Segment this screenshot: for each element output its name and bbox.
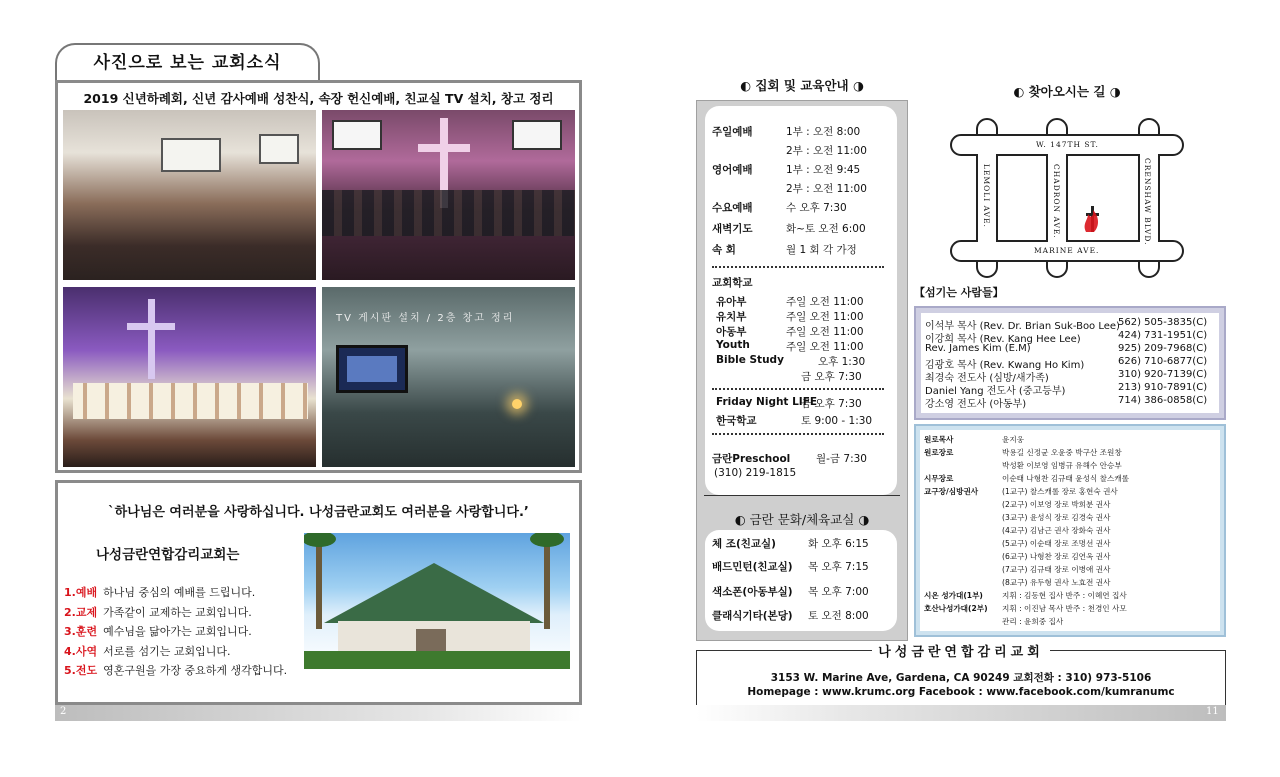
school-time: 금 오후 7:30 [801,371,862,383]
school-time: 주일 오전 11:00 [786,326,864,338]
methodist-cross-flame-icon [1082,204,1104,234]
page-number: 2 [60,706,67,717]
elder-role: 시무장로 [924,474,954,483]
elder-names: 박성환 이보영 임병규 유해수 안승부 [1002,461,1122,470]
staff-row: 이강희 목사 (Rev. Kang Hee Lee) 424) 731-1951(C) [925,330,1208,345]
elder-names: (8교구) 유두형 권사 노효전 권사 [1002,578,1111,587]
school-name: 아동부 [716,326,747,338]
school-time: 주일 오전 11:00 [786,311,864,323]
elder-names: (2교구) 이보영 장로 박희분 권사 [1002,500,1111,509]
class-name: 체 조(친교실) [712,538,776,550]
mission-panel [55,480,582,705]
new-year-gathering-photo [63,110,316,280]
list-item: 5.전도 영혼구원을 가장 중요하게 생각합니다. [64,664,288,678]
church-web[interactable]: Homepage : www.krumc.org Facebook : www.facebook.com/kumranumc [747,686,1175,698]
church-building-photo [304,533,570,669]
dotted-divider [712,388,884,390]
service-time: 2부 : 오전 11:00 [786,183,867,195]
class-time: 토 오전 8:00 [808,610,869,622]
tv-installation-photo [322,287,575,467]
class-name: 배드민턴(친교실) [712,561,793,573]
staff-row: 최경숙 전도사 (심방/새가족) 310) 920-7139(C) [925,369,1208,384]
elder-names: (1교구) 찰스캐롤 장로 홍현숙 권사 [1002,487,1118,496]
staff-panel [914,306,1226,420]
cross-icon [148,299,155,379]
elder-names: (7교구) 김규태 장로 이병애 권사 [1002,565,1111,574]
friday-time: 토 9:00 - 1:30 [801,415,873,427]
school-name: Bible Study [716,354,784,366]
divider [704,495,900,496]
elder-role: 원로장로 [924,448,954,457]
list-item: 2.교제 가족같이 교제하는 교회입니다. [64,605,252,619]
elder-names: (5교구) 이순태 장로 조명선 권사 [1002,539,1111,548]
schedule-title: ◐ 집회 및 교육안내 ◑ [740,78,864,93]
elder-names: (6교구) 나형찬 장로 김연옥 권사 [1002,552,1111,561]
palm-tree [316,539,322,629]
service-name: 새벽기도 [712,223,753,235]
elder-role: 호산나성가대(2부) [924,604,988,613]
projector-screen [161,138,221,172]
choir-members [73,383,308,419]
elder-names: (4교구) 김남근 권사 장화숙 권사 [1002,526,1111,535]
elder-names: 이순태 나형찬 김규태 윤성식 찰스캐롤 [1002,474,1130,483]
staff-row: Daniel Yang 전도사 (중고등부) 213) 910-7891(C) [925,382,1208,397]
dotted-divider [712,433,884,435]
choir-photo [63,287,316,467]
elder-names: 박용길 신정균 오윤중 박구산 조원창 [1002,448,1122,457]
preschool-time: 월-금 7:30 [816,453,867,465]
map-title: ◐ 찾아오시는 길 ◑ [1013,84,1121,99]
elder-names: 지휘 : 김동현 집사 반주 : 이혜연 집사 [1002,591,1127,600]
elder-names: 지휘 : 이진남 목사 반주 : 천경인 사모 [1002,604,1127,613]
service-name: 주일예배 [712,126,753,138]
directions-map [950,118,1190,278]
section-title: 사진으로 보는 교회소식 [55,43,320,81]
dotted-divider [712,266,884,268]
elder-role: 시온 성가대(1부) [924,591,983,600]
staff-row: 강소영 전도사 (아동부) 714) 386-0858(C) [925,395,1208,410]
service-name: 영어예배 [712,164,753,176]
service-time: 화~토 오전 6:00 [786,223,866,235]
list-item: 1.예배 하나님 중심의 예배를 드립니다. [64,586,256,599]
staff-row: 김광호 목사 (Rev. Kwang Ho Kim) 626) 710-6877(C) [925,356,1208,371]
photo-news-panel [55,80,582,473]
list-item: 4.사역 서로를 섬기는 교회입니다. [64,644,231,658]
school-time: 주일 오전 11:00 [786,296,864,308]
projector-screen [512,120,562,150]
list-item: 3.훈련 예수님을 닮아가는 교회입니다. [64,625,252,639]
service-time: 월 1 회 각 가정 [786,244,857,256]
elder-names: (3교구) 윤성식 장로 김경숙 권사 [1002,513,1111,522]
road-label-bottom: MARINE AVE. [1034,246,1100,255]
class-time: 목 오후 7:00 [808,586,869,598]
school-name: 유치부 [716,311,747,323]
school-title: 교회학교 [712,277,753,289]
communion-service-photo [322,110,575,280]
road-label-crenshaw: CRENSHAW BLVD. [1143,158,1152,246]
staff-row: Rev. James Kim (E.M) 925) 209-7968(C) [925,343,1208,354]
road-label-lemoli: LEMOLI AVE. [982,164,991,228]
page-footer-bar [55,705,582,721]
service-time: 1부 : 오전 9:45 [786,164,861,176]
friday-name: Friday Night LIFE [716,396,818,408]
photo-overlay-text: TV 게시판 설치 / 2층 창고 정리 [336,313,515,324]
school-time: 주일 오전 11:00 [786,341,864,353]
class-name: 클래식기타(본당) [712,610,793,622]
service-time: 수 오후 7:30 [786,202,847,214]
quote: `하나님은 여러분을 사랑하십니다. 나성금란교회도 여러분을 사랑합니다.’ [108,505,529,520]
friday-time: 금 오후 7:30 [801,398,862,410]
service-name: 속 회 [712,244,736,256]
photo-caption: 2019 신년하례회, 신년 감사예배 성찬식, 속장 헌신예배, 친교실 TV 설치, 창고 정리 [83,91,554,106]
staff-row: 이석부 목사 (Rev. Dr. Brian Suk-Boo Lee) 562) 505-3835(C) [925,317,1208,332]
service-name: 수요예배 [712,202,753,214]
church-address: 3153 W. Marine Ave, Gardena, CA 90249 교회전화 : 310) 973-5106 [770,672,1152,684]
palm-tree [544,539,550,629]
projector-screen [259,134,299,164]
school-time: 오후 1:30 [818,356,866,368]
class-name: 색소폰(아동부실) [712,586,793,598]
class-time: 화 오후 6:15 [808,538,869,550]
church-info-box [696,645,1226,708]
road-label-top: W. 147TH ST. [1036,140,1099,149]
service-time: 1부 : 오전 8:00 [786,126,861,138]
elder-names: 관리 : 윤희중 집사 [1002,617,1064,626]
friday-name: 한국학교 [716,415,757,427]
mission-heading: 나성금란연합감리교회는 [96,547,240,563]
elders-panel [914,424,1226,637]
lamp [512,399,522,409]
school-name: Youth [716,339,750,351]
service-time: 2부 : 오전 11:00 [786,145,867,157]
church-roof [324,563,544,623]
class-time: 목 오후 7:15 [808,561,869,573]
elder-role: 원로목사 [924,435,954,444]
preschool-name: 금란Preschool [712,453,791,465]
tv-icon [336,345,408,393]
congregation-row [322,190,575,236]
culture-title: ◐ 금란 문화/체육교실 ◑ [734,512,870,527]
preschool-phone: (310) 219-1815 [714,467,797,479]
school-name: 유아부 [716,296,747,308]
page-number: 11 [1206,706,1219,717]
page-footer-bar [696,705,1226,721]
staff-heading: 【섬기는 사람들】 [914,286,1004,299]
elder-names: 윤지웅 [1002,435,1025,444]
elder-role: 교구장/심방권사 [924,487,979,496]
church-name: 나성금란연합감리교회 [872,645,1050,660]
projector-screen [332,120,382,150]
road-label-chadron: CHADRON AVE. [1052,164,1061,239]
mission-list [64,583,308,681]
